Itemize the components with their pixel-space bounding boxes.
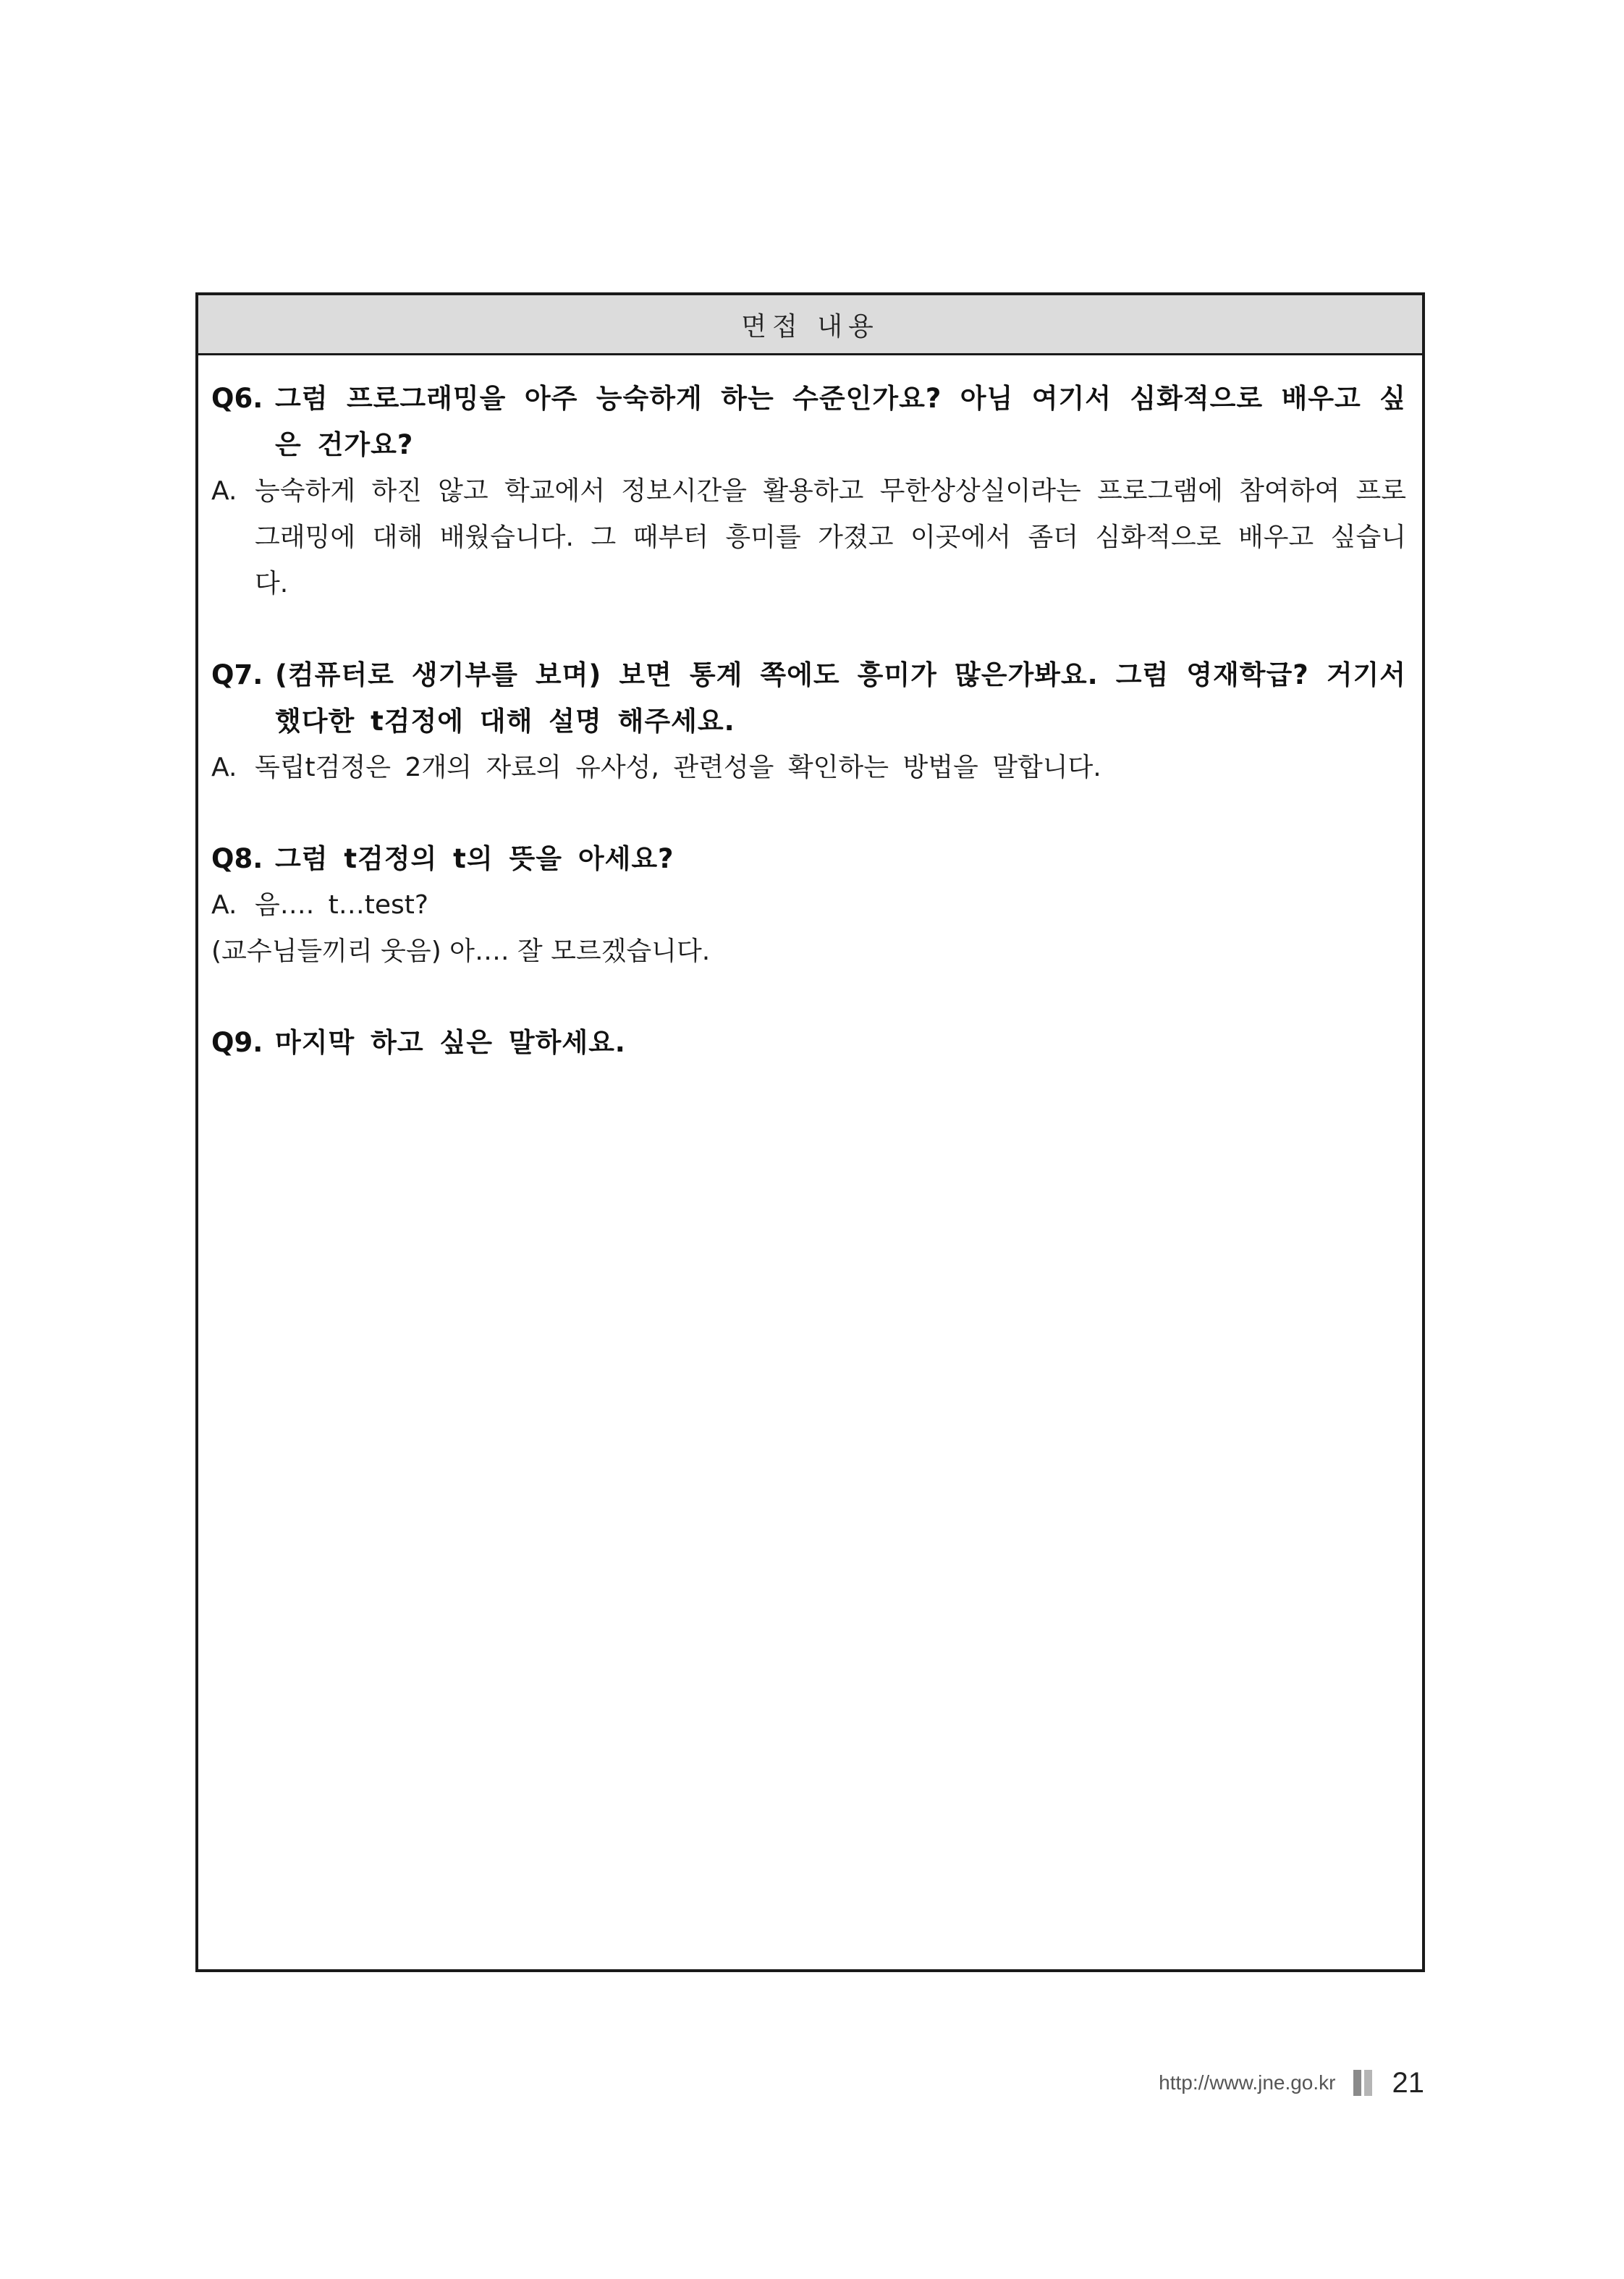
question-row	[211, 652, 1406, 745]
page-footer	[1159, 2061, 1424, 2105]
footer-url-link[interactable]: http://www.jne.go.kr	[1159, 2071, 1336, 2094]
page-number: 21	[1392, 2066, 1424, 2099]
question-row	[211, 836, 1406, 882]
footer-bar-icon	[1353, 2070, 1375, 2096]
question-text: (컴퓨터로 생기부를 보며) 보면 통계 쪽에도 흥미가 많은가봐요. 그럼 영재학급? 거기서 했다한 t검정에 대해 설명 해주세요.	[275, 659, 1406, 737]
answer-label: A.	[211, 476, 237, 506]
question-label: Q9.	[211, 1027, 263, 1058]
interview-note: (교수님들끼리 웃음) 아…. 잘 모르겠습니다.	[211, 936, 711, 966]
answer-row	[211, 745, 1406, 791]
answer-text: 음…. t…test?	[255, 890, 429, 920]
question-row	[211, 1020, 1406, 1066]
answer-label: A.	[211, 890, 237, 920]
question-row	[211, 376, 1406, 468]
box-header-title: 면접 내용	[741, 311, 879, 342]
answer-row	[211, 468, 1406, 607]
question-text: 마지막 하고 싶은 말하세요.	[275, 1027, 626, 1058]
answer-text: 독립t검정은 2개의 자료의 유사성, 관련성을 확인하는 방법을 말합니다.	[255, 753, 1101, 782]
qa-item-q7	[211, 652, 1406, 791]
question-text: 그럼 t검정의 t의 뜻을 아세요?	[275, 843, 674, 874]
question-label: Q8.	[211, 843, 263, 874]
question-label: Q6.	[211, 383, 263, 414]
answer-row	[211, 882, 1406, 929]
qa-item-q8	[211, 836, 1406, 975]
qa-list	[198, 355, 1422, 1066]
question-label: Q7.	[211, 659, 263, 690]
box-header	[198, 295, 1422, 355]
qa-item-q9	[211, 1020, 1406, 1066]
interview-content-box	[195, 292, 1425, 1972]
answer-text: 능숙하게 하진 않고 학교에서 정보시간을 활용하고 무한상상실이라는 프로그램에 참여하여 프로그래밍에 대해 배웠습니다. 그 때부터 흥미를 가졌고 이곳에서 좀더 심화적으로 배우고 싶습니다.	[255, 476, 1406, 599]
qa-item-q6	[211, 376, 1406, 607]
question-text: 그럼 프로그래밍을 아주 능숙하게 하는 수준인가요? 아님 여기서 심화적으로 배우고 싶은 건가요?	[275, 383, 1406, 460]
answer-label: A.	[211, 753, 237, 782]
